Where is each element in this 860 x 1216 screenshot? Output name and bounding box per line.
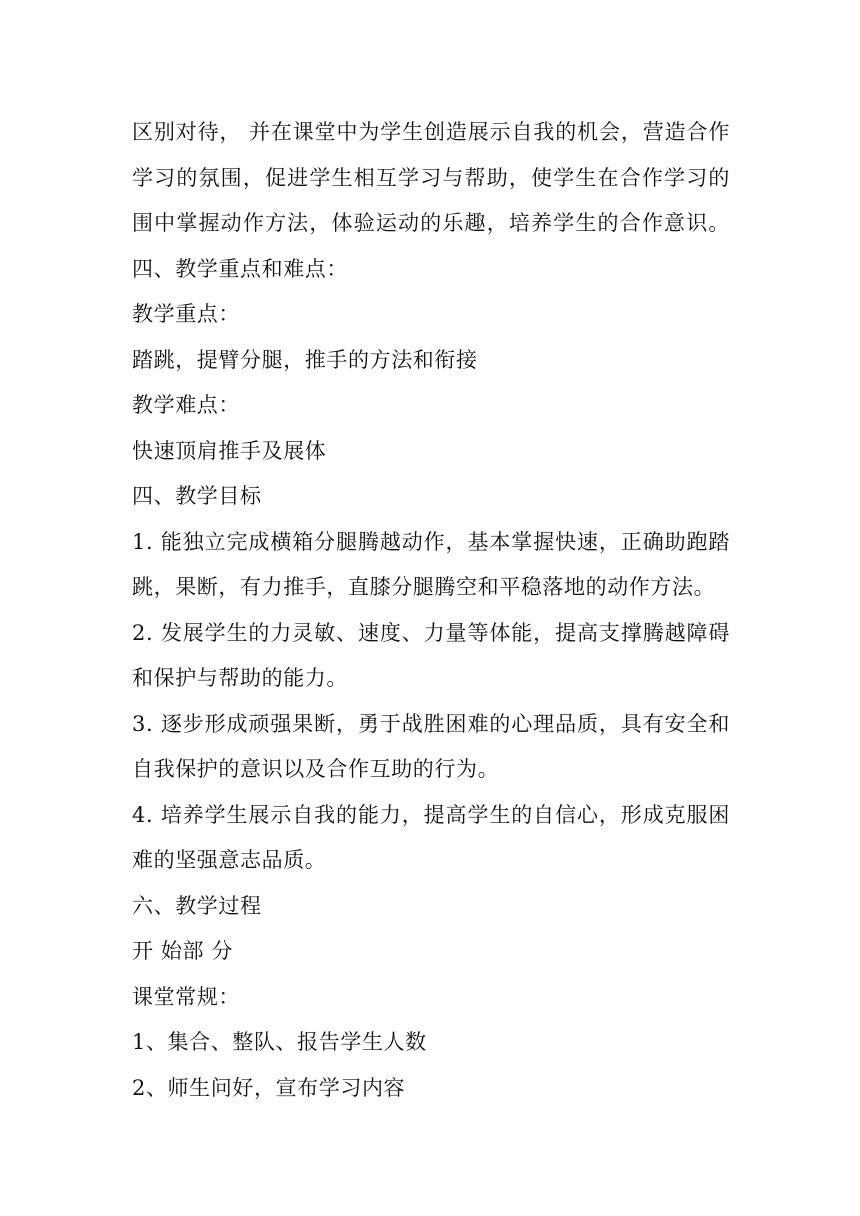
teaching-difficulty-text: 快速顶肩推手及展体 — [132, 438, 327, 463]
objective-3-line-2: 自我保护的意识以及合作互助的行为。 — [132, 757, 500, 781]
body-line-2: 学习的氛围，促进学生相互学习与帮助，使学生在合作学习的 — [132, 165, 730, 190]
objective-4-line-1: 4. 培养学生展示自我的能力，提高学生的自信心，形成克服困 — [132, 802, 730, 827]
routine-item-1: 1、集合、整队、报告学生人数 — [132, 1030, 427, 1054]
body-line-1: 区别对待， 并在课堂中为学生创造展示自我的机会，营造合作 — [132, 120, 730, 144]
objective-2-line-2: 和保护与帮助的能力。 — [132, 666, 348, 690]
section-heading-key-points: 四、教学重点和难点： — [132, 256, 348, 281]
section-heading-objectives: 四、教学目标 — [132, 484, 262, 508]
objective-2-line-1: 2. 发展学生的力灵敏、速度、力量等体能，提高支撑腾越障碍 — [132, 620, 730, 645]
subheading-class-routine: 课堂常规： — [132, 984, 240, 1009]
body-line-3: 围中掌握动作方法，体验运动的乐趣，培养学生的合作意识。 — [132, 211, 730, 235]
objective-1-line-1: 1. 能独立完成横箱分腿腾越动作，基本掌握快速，正确助跑踏 — [132, 529, 730, 554]
teaching-focus-text: 踏跳，提臂分腿，推手的方法和衔接 — [132, 347, 478, 372]
subheading-teaching-focus: 教学重点： — [132, 302, 240, 326]
objective-1-line-2: 跳，果断，有力推手，直膝分腿腾空和平稳落地的动作方法。 — [132, 575, 716, 599]
objective-3-line-1: 3. 逐步形成顽强果断，勇于战胜困难的心理品质，具有安全和 — [132, 711, 730, 736]
section-heading-process: 六、教学过程 — [132, 893, 262, 918]
document-body — [132, 110, 730, 1111]
routine-item-2: 2、师生问好，宣布学习内容 — [132, 1075, 406, 1100]
objective-4-line-2: 难的坚强意志品质。 — [132, 848, 327, 872]
subheading-opening-part: 开 始部 分 — [132, 939, 233, 963]
subheading-teaching-difficulty: 教学难点： — [132, 393, 240, 417]
